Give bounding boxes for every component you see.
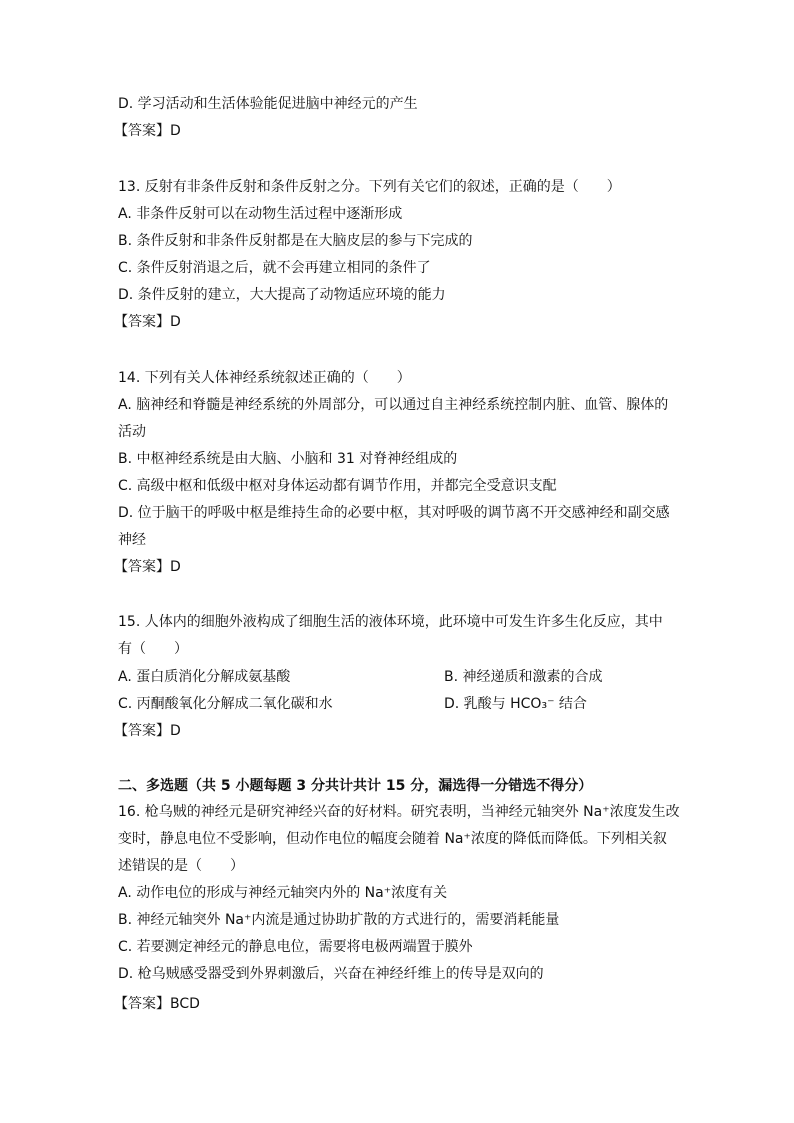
section-heading: 二、多选题（共 5 小题每题 3 分共计共计 15 分，漏选得一分错选不得分） [118,778,593,794]
q13-answer: 【答案】D [114,314,181,330]
q15-option-a: A. 蛋白质消化分解成氨基酸 [118,669,291,685]
q13-option-c: C. 条件反射消退之后，就不会再建立相同的条件了 [118,260,431,276]
q14-stem: 14. 下列有关人体神经系统叙述正确的（ ） [118,370,411,386]
q13-option-d: D. 条件反射的建立，大大提高了动物适应环境的能力 [118,287,446,303]
q14-option-d-cont: 神经 [118,532,146,548]
q13-option-a: A. 非条件反射可以在动物生活过程中逐渐形成 [118,206,403,222]
q16-stem-cont-1: 变时，静息电位不受影响，但动作电位的幅度会随着 Na⁺浓度的降低而降低。下列相关叙 [118,831,667,847]
q14-option-a-cont: 活动 [118,424,146,440]
q14-option-d: D. 位于脑干的呼吸中枢是维持生命的必要中枢，其对呼吸的调节离不开交感神经和副交感 [118,505,670,521]
q16-stem-cont-2: 述错误的是（ ） [118,858,244,874]
q13-stem: 13. 反射有非条件反射和条件反射之分。下列有关它们的叙述，正确的是（ ） [118,179,621,195]
q16-option-c: C. 若要测定神经元的静息电位，需要将电极两端置于膜外 [118,939,473,955]
q13-option-b: B. 条件反射和非条件反射都是在大脑皮层的参与下完成的 [118,233,473,249]
q16-answer: 【答案】BCD [114,996,200,1012]
q14-answer: 【答案】D [114,559,181,575]
q12-option-d: D. 学习活动和生活体验能促进脑中神经元的产生 [118,96,418,112]
q15-option-d: D. 乳酸与 HCO₃⁻ 结合 [444,696,587,712]
q15-stem-cont: 有（ ） [118,641,188,657]
q15-stem: 15. 人体内的细胞外液构成了细胞生活的液体环境，此环境中可发生许多生化反应，其中 [118,614,663,630]
q15-answer: 【答案】D [114,723,181,739]
q14-option-a: A. 脑神经和脊髓是神经系统的外周部分，可以通过自主神经系统控制内脏、血管、腺体的 [118,397,669,413]
q16-option-d: D. 枪乌贼感受器受到外界刺激后，兴奋在神经纤维上的传导是双向的 [118,966,544,982]
q12-answer: 【答案】D [114,123,181,139]
q15-option-c: C. 丙酮酸氧化分解成二氧化碳和水 [118,696,333,712]
q14-option-c: C. 高级中枢和低级中枢对身体运动都有调节作用，并都完全受意识支配 [118,478,557,494]
q16-option-b: B. 神经元轴突外 Na⁺内流是通过协助扩散的方式进行的，需要消耗能量 [118,912,560,928]
q16-option-a: A. 动作电位的形成与神经元轴突内外的 Na⁺浓度有关 [118,885,448,901]
q14-option-b: B. 中枢神经系统是由大脑、小脑和 31 对脊神经组成的 [118,451,458,467]
q15-option-b: B. 神经递质和激素的合成 [444,669,603,685]
q16-stem: 16. 枪乌贼的神经元是研究神经兴奋的好材料。研究表明，当神经元轴突外 Na⁺浓度发生改 [118,804,680,820]
